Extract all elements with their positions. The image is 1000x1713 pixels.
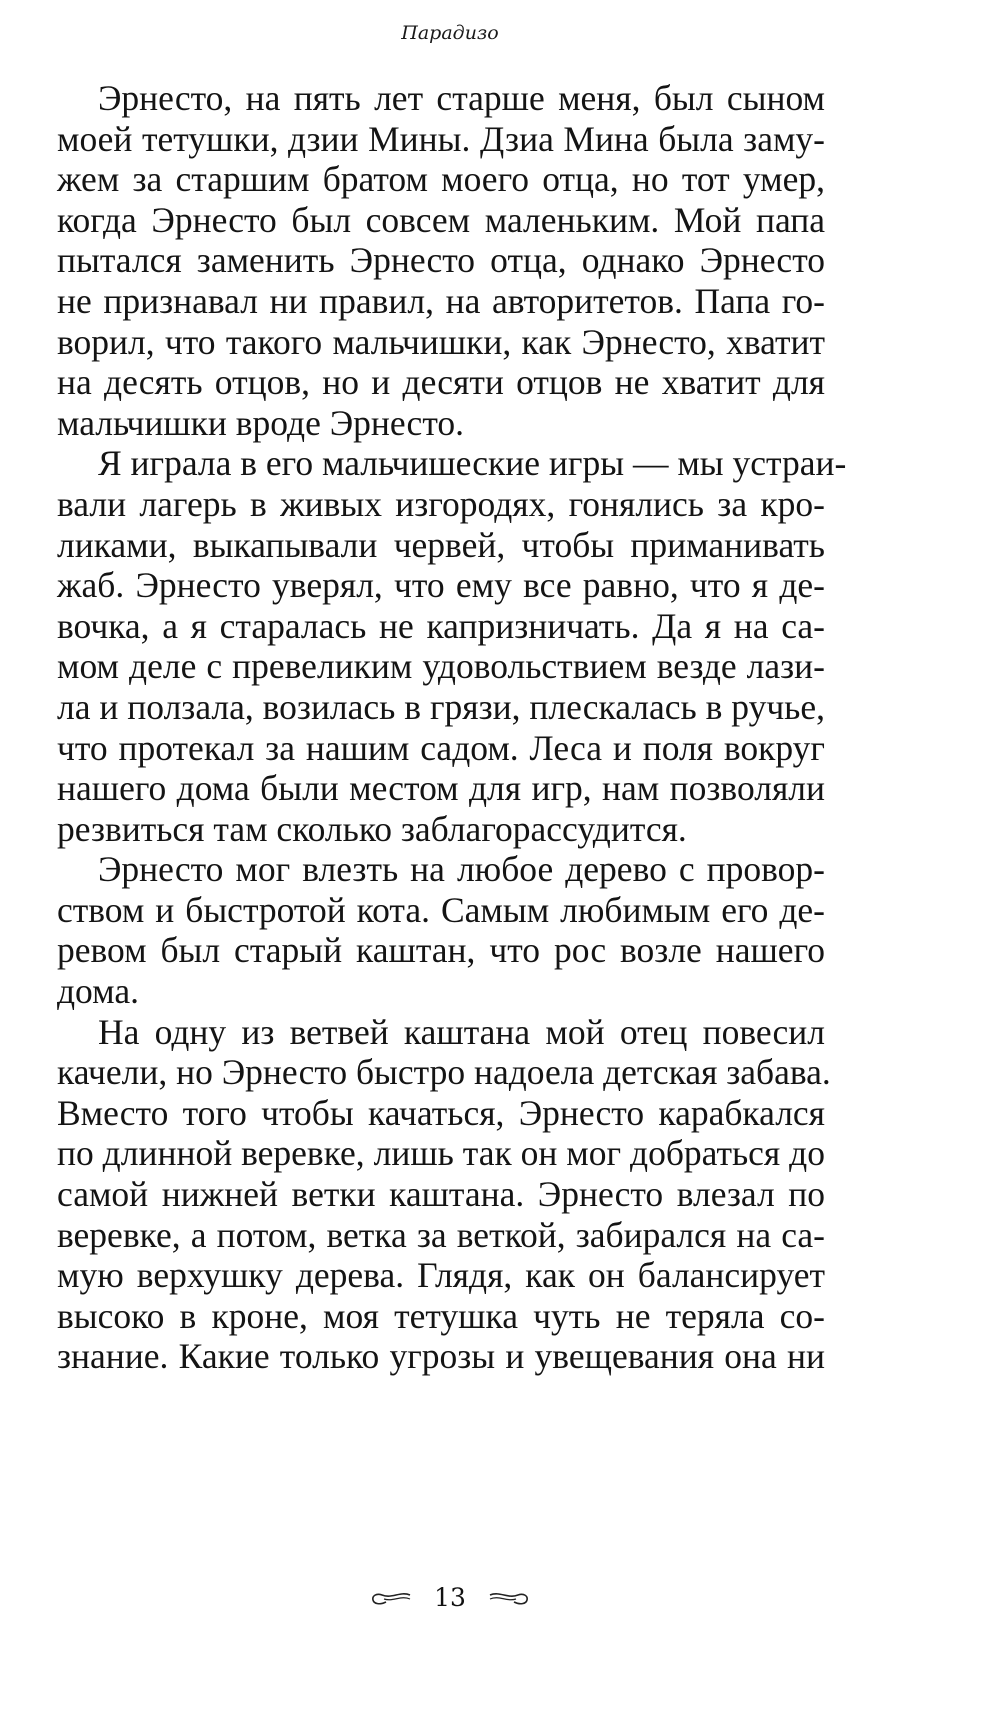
text-line: На одну из ветвей каштана мой отец повесил [98,1011,825,1052]
paragraph [57,443,847,849]
text-line: вали лагерь в живых изгородях, гонялись за кро- [57,483,825,524]
text-line: мом деле с превеликим удовольствием везде лази- [57,646,825,687]
paragraph [57,78,825,443]
text-line: на десять отцов, но и десяти отцов не хватит для [57,362,825,403]
text-line: самой нижней ветки каштана. Эрнесто влезал по [57,1174,825,1215]
text-line: Эрнесто мог влезть на любое дерево с провор- [98,849,825,890]
text-line: мую верхушку дерева. Глядя, как он балансирует [57,1255,825,1296]
text-line: жаб. Эрнесто уверял, что ему все равно, что я де- [57,565,825,606]
text-line: Вместо того чтобы качаться, Эрнесто карабкался [57,1092,825,1133]
text-line: нашего дома были местом для игр, нам позволяли [57,768,825,809]
text-line: ла и ползала, возилась в грязи, плескалась в ручье, [57,686,825,727]
text-line: пытался заменить Эрнесто отца, однако Эрнесто [57,240,825,281]
text-line: Я играла в его мальчишеские игры — мы устраи- [98,443,847,484]
text-line: ликами, выкапывали червей, чтобы приманивать [57,524,825,565]
flourish-left-icon [370,1590,412,1606]
text-line: веревке, а потом, ветка за веткой, забирался на са- [57,1214,825,1255]
text-line: резвиться там сколько заблагорассудится. [57,808,687,849]
text-line: когда Эрнесто был совсем маленьким. Мой папа [57,199,825,240]
text-line: ревом был старый каштан, что рос возле нашего [57,930,825,971]
page-number: 13 [434,1583,466,1612]
flourish-right-icon [488,1590,530,1606]
text-line: качели, но Эрнесто быстро надоела детская забава. [57,1052,831,1093]
text-line: ством и быстротой кота. Самым любимым его де- [57,889,825,930]
text-line: знание. Какие только угрозы и увещевания она ни [57,1336,825,1377]
body-text [57,78,847,1377]
text-line: по длинной веревке, лишь так он мог добраться до [57,1133,825,1174]
text-line: вочка, а я старалась не капризничать. Да я на са- [57,605,825,646]
text-line: дома. [57,971,139,1012]
text-line: что протекал за нашим садом. Леса и поля вокруг [57,727,825,768]
text-line: не признавал ни правил, на авторитетов. Папа го- [57,280,825,321]
running-head: Парадизо [401,22,499,44]
paragraph [57,849,825,1011]
text-line: ворил, что такого мальчишки, как Эрнесто, хватит [57,321,825,362]
text-line: моей тетушки, дзии Мины. Дзиа Мина была заму- [57,118,825,159]
paragraph [57,1011,831,1377]
text-line: мальчишки вроде Эрнесто. [57,402,464,443]
text-line: жем за старшим братом моего отца, но тот умер, [57,159,825,200]
text-line: Эрнесто, на пять лет старше меня, был сыном [98,78,825,118]
page-footer [0,1583,900,1612]
text-line: высоко в кроне, моя тетушка чуть не теряла со- [57,1295,825,1336]
